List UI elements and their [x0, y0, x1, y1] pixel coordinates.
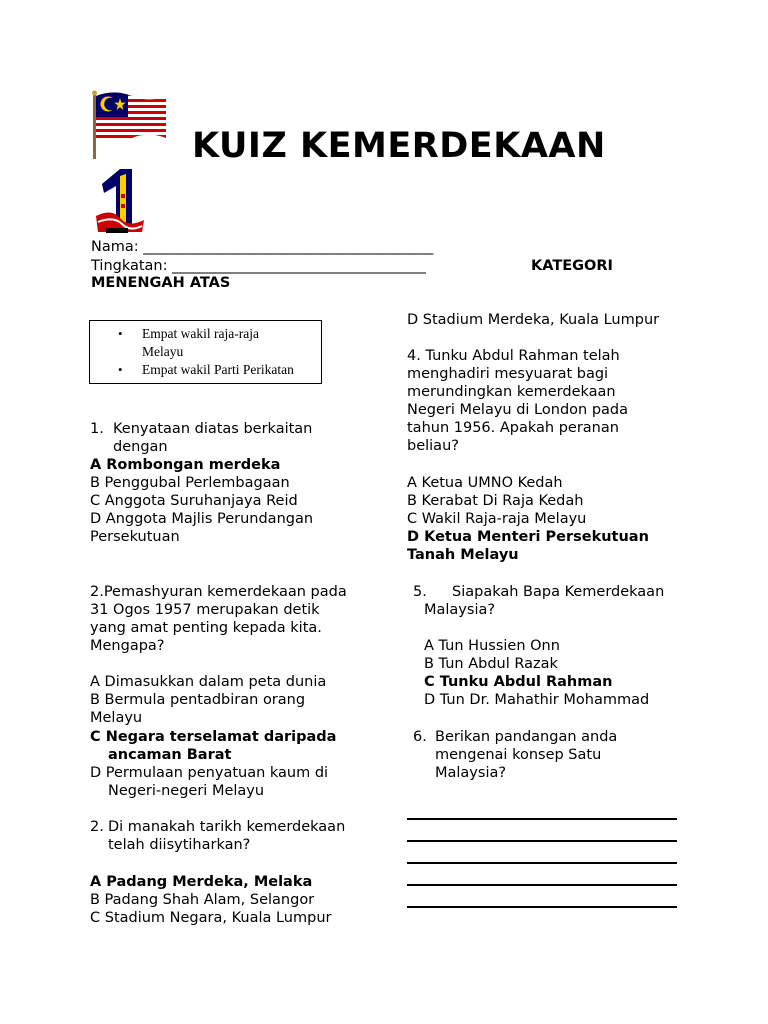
answer-option: C Tunku Abdul Rahman: [424, 674, 613, 690]
answer-option: A Padang Merdeka, Melaka: [90, 874, 313, 890]
answer-line[interactable]: [407, 906, 677, 908]
question-text: Kenyataan diatas berkaitan: [113, 421, 313, 437]
question-number: 6.: [413, 729, 427, 745]
answer-option: B Bermula pentadbiran orang: [90, 692, 306, 708]
class-field[interactable]: Tingkatan: ___________________________________: [91, 258, 426, 274]
answer-option: C Stadium Negara, Kuala Lumpur: [90, 910, 332, 926]
name-field[interactable]: Nama: ________________________________________: [91, 239, 434, 255]
answer-option: B Tun Abdul Razak: [424, 656, 558, 672]
question-text: tahun 1956. Apakah peranan: [407, 420, 619, 436]
answer-option: C Anggota Suruhanjaya Reid: [90, 493, 298, 509]
answer-option: B Kerabat Di Raja Kedah: [407, 493, 584, 509]
category-label: KATEGORI: [531, 258, 613, 274]
answer-option: D Anggota Majlis Perundangan: [90, 511, 314, 527]
answer-option: D Tun Dr. Mahathir Mohammad: [424, 692, 650, 708]
question-number: 2.: [90, 819, 104, 835]
question-number: 1.: [90, 421, 104, 437]
question-text: Siapakah Bapa Kemerdekaan: [452, 584, 665, 600]
answer-line[interactable]: [407, 818, 677, 820]
question-text: 4. Tunku Abdul Rahman telah: [407, 348, 620, 364]
category-value: MENENGAH ATAS: [91, 275, 231, 291]
answer-line[interactable]: [407, 862, 677, 864]
list-item: • Empat wakil Parti Perikatan: [142, 361, 321, 379]
answer-option: A Rombongan merdeka: [90, 457, 281, 473]
answer-option: A Dimasukkan dalam peta dunia: [90, 674, 327, 690]
question-text: Berikan pandangan anda: [435, 729, 618, 745]
question-text: 31 Ogos 1957 merupakan detik: [90, 602, 320, 618]
answer-option: Negeri-negeri Melayu: [108, 783, 265, 799]
answer-option: D Permulaan penyatuan kaum di: [90, 765, 329, 781]
answer-option: Tanah Melayu: [407, 547, 519, 563]
answer-option: Persekutuan: [90, 529, 180, 545]
question-text: 2.Pemashyuran kemerdekaan pada: [90, 584, 347, 600]
satu-malaysia-logo-icon: [90, 166, 148, 236]
answer-option: Melayu: [90, 710, 143, 726]
question-text: beliau?: [407, 438, 459, 454]
answer-option: A Ketua UMNO Kedah: [407, 475, 563, 491]
question-text: yang amat penting kepada kita.: [90, 620, 322, 636]
answer-option: ancaman Barat: [108, 747, 232, 763]
question-text: merundingkan kemerdekaan: [407, 384, 616, 400]
question-text: Negeri Melayu di London pada: [407, 402, 628, 418]
question-text: menghadiri mesyuarat bagi: [407, 366, 609, 382]
question-text: Malaysia?: [424, 602, 496, 618]
answer-line[interactable]: [407, 840, 677, 842]
question-number: 5.: [413, 584, 427, 600]
answer-line[interactable]: [407, 884, 677, 886]
answer-option: B Padang Shah Alam, Selangor: [90, 892, 315, 908]
question-text: Malaysia?: [435, 765, 507, 781]
list-item: Melayu: [142, 344, 184, 359]
answer-option: D Stadium Merdeka, Kuala Lumpur: [407, 312, 660, 328]
list-item: • Empat wakil raja-raja: [142, 325, 321, 343]
malaysia-flag-icon: [90, 90, 168, 160]
answer-option: C Negara terselamat daripada: [90, 729, 337, 745]
answer-option: D Ketua Menteri Persekutuan: [407, 529, 649, 545]
question-text: Mengapa?: [90, 638, 165, 654]
answer-option: C Wakil Raja-raja Melayu: [407, 511, 587, 527]
page-title: KUIZ KEMERDEKAAN: [192, 126, 606, 166]
answer-option: A Tun Hussien Onn: [424, 638, 560, 654]
info-box: [89, 320, 322, 384]
answer-option: B Penggubal Perlembagaan: [90, 475, 290, 491]
question-text: dengan: [113, 439, 168, 455]
question-text: mengenai konsep Satu: [435, 747, 602, 763]
question-text: Di manakah tarikh kemerdekaan: [108, 819, 346, 835]
question-text: telah diisytiharkan?: [108, 837, 251, 853]
